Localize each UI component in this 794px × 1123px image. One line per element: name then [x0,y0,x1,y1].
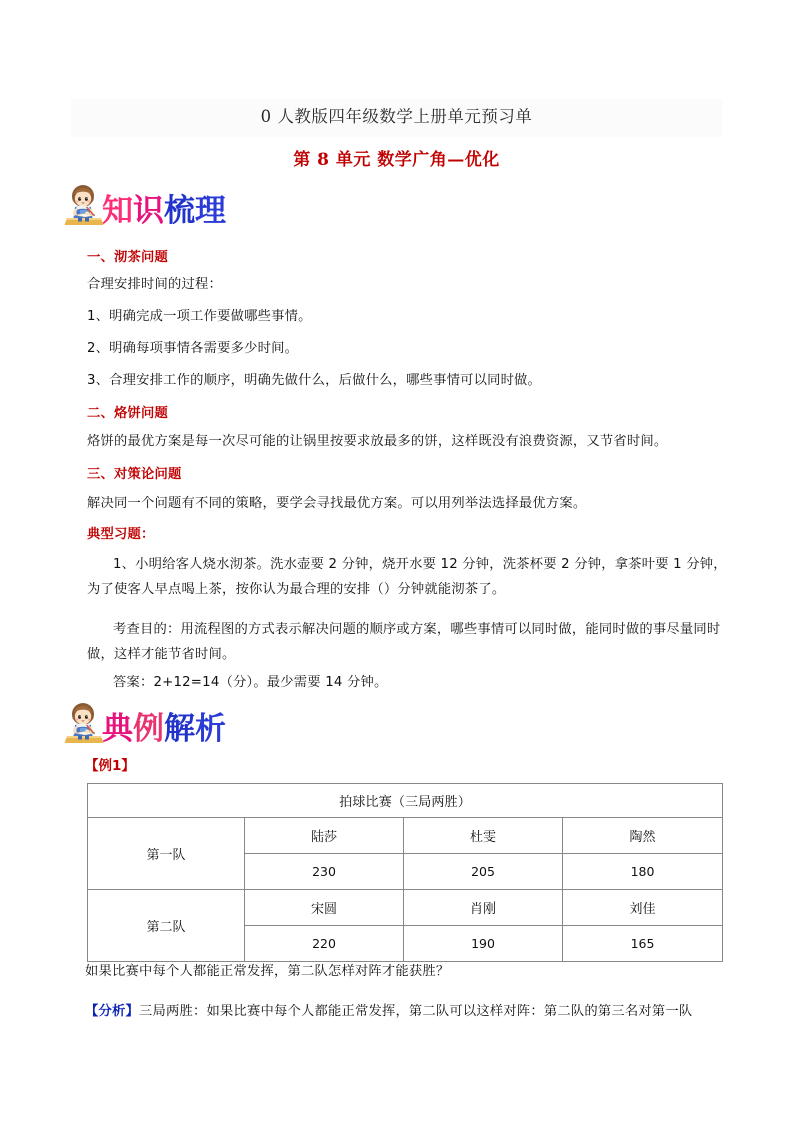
fancy-char-2: 例 [133,711,164,747]
girl-studying-icon [62,182,106,228]
section-heading-examples-text [102,712,226,746]
fancy-char-3: 梳 [164,193,195,229]
player-cell: 杜雯 [404,818,563,854]
fancy-char-2: 识 [133,193,164,229]
score-cell: 180 [563,854,723,890]
score-cell: 190 [404,926,563,962]
knowledge-topic1-lead: 合理安排时间的过程： [87,277,222,292]
table-row [88,890,723,926]
girl-studying-icon [62,700,106,746]
fancy-char-1: 知 [102,193,133,229]
exercise-answer: 答案：2+12=14（分）。最少需要 14 分钟。 [113,675,388,690]
score-cell: 205 [404,854,563,890]
player-cell: 肖刚 [404,890,563,926]
knowledge-topic1-heading: 一、沏茶问题 [87,250,168,265]
knowledge-topic1-item-1: 1、明确完成一项工作要做哪些事情。 [87,309,312,324]
analysis-tag: 【分析】 [85,1004,139,1019]
example-analysis [85,999,731,1024]
section-heading-knowledge-text [102,194,226,228]
table-row [88,818,723,854]
table-title-cell: 拍球比赛（三局两胜） [88,784,723,818]
player-cell: 陆莎 [245,818,404,854]
unit-title: 第 8 单元 数学广角—优化 [293,150,500,170]
knowledge-topic1-item-3: 3、合理安排工作的顺序，明确先做什么，后做什么，哪些事情可以同时做。 [87,373,542,388]
analysis-body: 三局两胜：如果比赛中每个人都能正常发挥，第二队可以这样对阵：第二队的第三名对第一队 [139,1004,693,1019]
ball-game-table [87,783,723,962]
example-label: 【例1】 [85,758,135,774]
section-heading-examples [62,700,226,746]
score-cell: 165 [563,926,723,962]
fancy-char-1: 典 [102,711,133,747]
knowledge-topic1-item-2: 2、明确每项事情各需要多少时间。 [87,341,299,356]
fancy-char-4: 理 [195,193,226,229]
exercise-heading: 典型习题： [87,527,155,542]
knowledge-topic2-body: 烙饼的最优方案是每一次尽可能的让锅里按要求放最多的饼，这样既没有浪费资源，又节省时间。 [87,434,668,449]
fancy-char-4: 析 [195,711,226,747]
score-cell: 230 [245,854,404,890]
example-question: 如果比赛中每个人都能正常发挥，第二队怎样对阵才能获胜？ [85,964,450,979]
knowledge-topic3-heading: 三、对策论问题 [87,467,182,482]
score-cell: 220 [245,926,404,962]
team-name-cell-1: 第一队 [88,818,245,890]
section-heading-knowledge [62,182,226,228]
exercise-question-1: 1、小明给客人烧水沏茶。洗水壶要 2 分钟，烧开水要 12 分钟，洗茶杯要 2 分钟，拿茶叶要 1 分钟，为了使客人早点喝上茶，按你认为最合理的安排（）分钟就能沏茶了。 [87,557,727,597]
knowledge-topic3-body: 解决同一个问题有不同的策略，要学会寻找最优方案。可以用列举法选择最优方案。 [87,496,587,511]
fancy-char-3: 解 [164,711,195,747]
team-name-cell-2: 第二队 [88,890,245,962]
player-cell: 刘佳 [563,890,723,926]
exercise-aim: 考查目的：用流程图的方式表示解决问题的顺序或方案，哪些事情可以同时做，能同时做的事尽量同时做，这样才能节省时间。 [87,622,721,662]
player-cell: 宋圆 [245,890,404,926]
table-row-title [88,784,723,818]
knowledge-topic2-heading: 二、烙饼问题 [87,406,168,421]
document-header-title: 0 人教版四年级数学上册单元预习单 [260,107,533,126]
player-cell: 陶然 [563,818,723,854]
